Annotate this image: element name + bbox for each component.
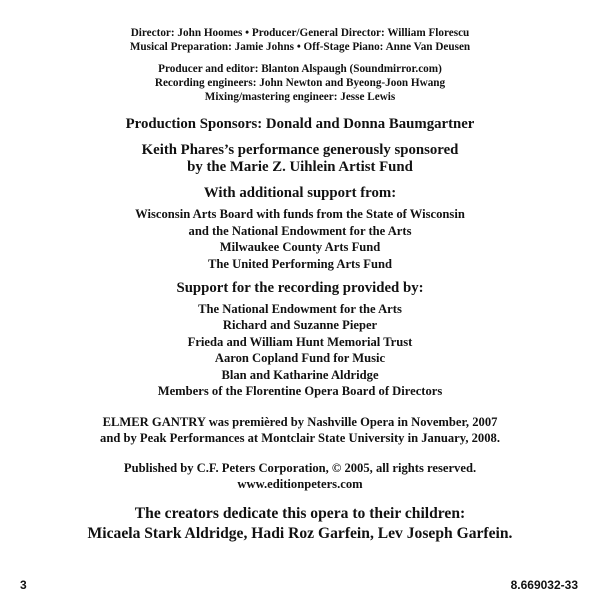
recording-support-list [0, 301, 600, 400]
engineer-line: Producer and editor: Blanton Alspaugh (Soundmirror.com) [158, 63, 442, 75]
dedication [0, 504, 600, 544]
keith-line: by the Marie Z. Uihlein Artist Fund [187, 159, 413, 175]
recording-support-heading [0, 280, 600, 298]
keith-sponsorship [0, 142, 600, 177]
additional-support-heading [0, 185, 600, 203]
recording-support-item: Members of the Florentine Opera Board of Directors [157, 384, 443, 398]
catalog-number: 8.669032-33 [510, 578, 578, 592]
keith-line: Keith Phares’s performance generously sponsored [141, 141, 459, 158]
publisher-line: Published by C.F. Peters Corporation, © 2005, all rights reserved. [123, 460, 477, 475]
production-sponsors-line: Production Sponsors: Donald and Donna Baumgartner [125, 116, 475, 132]
engineering-credits [0, 62, 600, 104]
additional-item: The United Performing Arts Fund [207, 256, 392, 271]
additional-item: Wisconsin Arts Board with funds from the State of Wisconsin [135, 207, 465, 221]
dedication-line: Micaela Stark Aldridge, Hadi Roz Garfein, Lev Joseph Garfein. [87, 524, 513, 542]
page-number: 3 [20, 578, 27, 592]
recording-support-item: Aaron Copland Fund for Music [214, 351, 386, 365]
engineer-line: Mixing/mastering engineer: Jesse Lewis [204, 91, 396, 103]
production-credits [0, 26, 600, 54]
premiere-note [0, 414, 600, 447]
additional-support-list [0, 206, 600, 272]
credit-line: Musical Preparation: Jamie Johns • Off-Stage Piano: Anne Van Deusen [129, 41, 471, 53]
additional-item: and the National Endowment for the Arts [188, 223, 412, 238]
recording-support-item: Richard and Suzanne Pieper [222, 318, 378, 332]
dedication-line: The creators dedicate this opera to their children: [134, 504, 466, 522]
credit-line: Director: John Hoomes • Producer/General Director: William Florescu [130, 27, 470, 39]
premiere-line: ELMER GANTRY was premièred by Nashville Opera in November, 2007 [102, 414, 498, 429]
recording-support-item: Blan and Katharine Aldridge [221, 367, 379, 382]
recording-support-item: Frieda and William Hunt Memorial Trust [187, 334, 413, 349]
engineer-line: Recording engineers: John Newton and Byeong-Joon Hwang [154, 77, 446, 89]
credits-page [0, 26, 600, 544]
recording-support-item: The National Endowment for the Arts [198, 301, 402, 316]
publisher-url: www.editionpeters.com [237, 477, 363, 491]
additional-item: Milwaukee County Arts Fund [219, 240, 381, 254]
production-sponsors [0, 116, 600, 134]
publisher-note [0, 460, 600, 493]
premiere-line: and by Peak Performances at Montclair State University in January, 2008. [100, 431, 500, 445]
recording-support-heading-text: Support for the recording provided by: [176, 280, 424, 296]
additional-heading: With additional support from: [203, 184, 397, 201]
